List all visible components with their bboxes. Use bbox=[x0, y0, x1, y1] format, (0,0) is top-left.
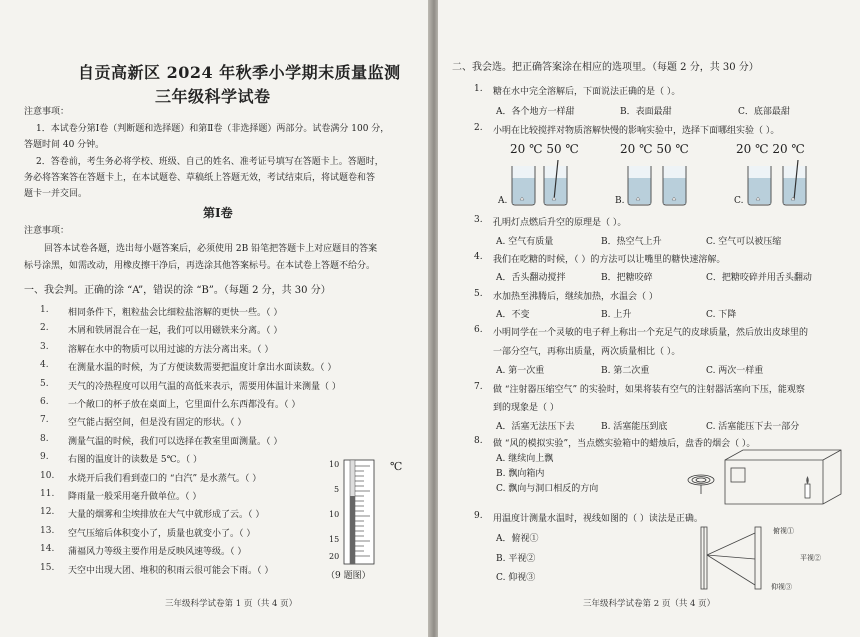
question-number: 2. bbox=[40, 323, 49, 334]
option-c: C．底部最甜 bbox=[738, 107, 790, 117]
question-number: 7. bbox=[474, 382, 483, 392]
option-b: B．把糖咬碎 bbox=[601, 273, 653, 283]
option-a: A．各个地方一样甜 bbox=[496, 107, 575, 117]
exam-subtitle: 三年级科学试卷 bbox=[155, 87, 271, 106]
group-label-a: A. bbox=[498, 196, 508, 206]
option-c: C. 空气可以被压缩 bbox=[706, 237, 782, 247]
note2-line: 回答本试卷各题，选出每小题答案后，必须使用 2B 铅笔把答题卡上对应题目的答案 bbox=[44, 244, 378, 254]
thermo-tick: 20 bbox=[329, 552, 340, 561]
question-text: 在测量水温的时候，为了方便读数需要把温度计拿出水面读数。（ ） bbox=[68, 363, 337, 374]
question-text: 溶解在水中的物质可以用过滤的方法分离出来。（ ） bbox=[68, 344, 274, 355]
note2-line: 标号涂黑，如需改动，用橡皮擦干净后，再选涂其他答案标号。在本试卷上答题不给分。 bbox=[24, 261, 376, 271]
option-b: B. 上升 bbox=[601, 310, 632, 320]
thermo-unit: ℃ bbox=[390, 460, 403, 473]
section-2-heading: 二、我会选。把正确答案涂在相应的选项里。（每题 2 分，共 30 分） bbox=[452, 62, 759, 73]
option-a: A. 继续向上飘 bbox=[496, 454, 554, 464]
question-text-cont: 到的现象是（ ） bbox=[493, 403, 559, 413]
thermometer-figure bbox=[326, 458, 381, 566]
question-number: 6. bbox=[40, 397, 49, 407]
wind-box-figure bbox=[683, 448, 843, 508]
note-line: 2．答卷前，考生务必将学校、班级、自己的姓名、准考证号填写在答题卡上。答题时， bbox=[36, 157, 384, 167]
question-number: 4. bbox=[474, 252, 483, 262]
question-number: 3. bbox=[40, 341, 49, 352]
question-text: 天气的冷热程度可以用气温的高低来表示，需要用体温计来测量（ ） bbox=[68, 381, 341, 392]
thermo-tick: 5 bbox=[334, 485, 340, 494]
question-number: 9. bbox=[40, 452, 49, 463]
note-line: 1．本试卷分第Ⅰ卷（判断题和选择题）和第Ⅱ卷（非选择题）两部分。试卷满分 100 分， bbox=[36, 124, 390, 134]
beaker-temps-c: 20 ℃ 20 ℃ bbox=[736, 142, 805, 156]
notes2-label: 注意事项： bbox=[24, 226, 70, 236]
option-c: C. 两次一样重 bbox=[706, 366, 764, 376]
question-text: 做 “风的模拟实验”，当点燃实验箱中的蜡烛后，盘香的烟会（ ）。 bbox=[493, 439, 756, 449]
option-b: B. 平视② bbox=[496, 554, 536, 564]
question-number: 4. bbox=[40, 360, 49, 371]
exam-title: 自贡高新区 2024 年秋季小学期末质量监测 bbox=[78, 63, 401, 82]
option-a: A．不变 bbox=[496, 310, 530, 320]
thermo-tick: 10 bbox=[329, 460, 340, 469]
thermo-tick: 15 bbox=[329, 535, 340, 544]
option-b: B．热空气上升 bbox=[601, 237, 662, 247]
question-number: 1. bbox=[40, 305, 49, 315]
question-number: 8. bbox=[474, 436, 483, 446]
option-a: A. 第一次重 bbox=[496, 366, 545, 376]
option-b: B. 飘向箱内 bbox=[496, 469, 545, 479]
beaker-temps-a: 20 ℃ 50 ℃ bbox=[510, 142, 579, 156]
beaker-temps-b: 20 ℃ 50 ℃ bbox=[620, 142, 689, 156]
question-text: 孔明灯点燃后升空的原理是（ ）。 bbox=[493, 218, 627, 228]
question-text: 相同条件下，粗粒盐会比细粒盐溶解的更快一些。（ ） bbox=[68, 308, 283, 318]
question-text: 空气压缩后体积变小了，质量也就变小了。（ ） bbox=[68, 528, 256, 539]
question-text: 木屑和铁屑混合在一起，我们可以用磁铁来分离。（ ） bbox=[68, 326, 283, 337]
question-number: 7. bbox=[40, 415, 49, 426]
question-number: 11. bbox=[40, 489, 55, 499]
beaker-set-icon bbox=[498, 160, 848, 208]
question-number: 15. bbox=[40, 562, 55, 573]
option-c: C. 仰视③ bbox=[496, 573, 536, 583]
option-a: A．活塞无法压下去 bbox=[496, 422, 575, 432]
question-number: 2. bbox=[474, 123, 483, 133]
option-a: A. 空气有质量 bbox=[496, 237, 554, 247]
thermo-tick: 10 bbox=[329, 510, 340, 519]
question-text: 降雨量一般采用毫升做单位。（ ） bbox=[68, 492, 202, 502]
question-text: 天空中出现大团、堆积的积雨云很可能会下雨。（ ） bbox=[68, 565, 274, 576]
notes-label: 注意事项： bbox=[24, 107, 70, 117]
page-footer: 三年级科学试卷第 1 页（共 4 页） bbox=[165, 599, 298, 609]
question-text: 水加热至沸腾后，继续加热，水温会（ ） bbox=[493, 292, 658, 302]
option-c: C. 飘向与洞口相反的方向 bbox=[496, 484, 599, 494]
question-text: 一个敞口的杯子放在桌面上，它里面什么东西都没有。（ ） bbox=[68, 400, 301, 410]
question-number: 8. bbox=[40, 433, 49, 444]
note-line: 题卡一并交回。 bbox=[24, 189, 88, 199]
question-number: 6. bbox=[474, 325, 483, 335]
view-label-mid: 平视② bbox=[800, 554, 821, 562]
group-label-c: C. bbox=[734, 196, 744, 206]
note-line: 答题时间 40 分钟。 bbox=[24, 140, 105, 150]
question-number: 3. bbox=[474, 215, 483, 225]
option-c: C．把糖咬碎并用舌头翻动 bbox=[706, 273, 812, 283]
question-number: 13. bbox=[40, 525, 55, 536]
question-text-cont: 一部分空气，再称出质量，两次质量相比（ ）。 bbox=[493, 347, 681, 357]
question-text: 空气能占据空间，但是没有固定的形状。（ ） bbox=[68, 418, 247, 429]
option-c: C. 活塞能压下去一部分 bbox=[706, 422, 800, 432]
question-text: 小明同学在一个灵敏的电子秤上称出一个充足气的皮球质量，然后放出皮球里的 bbox=[493, 328, 809, 338]
option-a: A．俯视① bbox=[496, 534, 539, 544]
part-1-title: 第Ⅰ卷 bbox=[203, 206, 233, 220]
question-number: 9. bbox=[474, 511, 483, 521]
question-number: 14. bbox=[40, 544, 55, 555]
incense-coil-icon bbox=[688, 475, 714, 494]
question-text: 右图的温度计的读数是 5℃。（ ） bbox=[68, 455, 203, 466]
option-c: C. 下降 bbox=[706, 310, 737, 320]
question-text: 水烧开后我们看到壶口的 “白汽” 是水蒸气。（ ） bbox=[68, 473, 262, 484]
question-text: 小明在比较搅拌对物质溶解快慢的影响实验中，选择下面哪组实验（ ）。 bbox=[493, 126, 780, 136]
question-text: 糖在水中完全溶解后，下面说法正确的是（ ）。 bbox=[493, 87, 681, 97]
question-text: 用温度计测量水温时，视线如图的（ ）读法是正确。 bbox=[493, 514, 703, 524]
thermo-caption: （9 题图） bbox=[326, 571, 371, 581]
question-text: 我们在吃糖的时候，（ ）的方法可以让嘴里的糖快速溶解。 bbox=[493, 255, 726, 265]
question-text: 蒲福风力等级主要作用是反映风速等级。（ ） bbox=[68, 547, 247, 558]
question-text: 大量的烟雾和尘埃排放在大气中就形成了云。（ ） bbox=[68, 510, 265, 521]
page-footer: 三年级科学试卷第 2 页（共 4 页） bbox=[583, 599, 716, 609]
view-label-bot: 仰视③ bbox=[771, 583, 792, 591]
question-number: 5. bbox=[474, 289, 483, 299]
option-b: B. 活塞能压到底 bbox=[601, 422, 668, 432]
question-number: 12. bbox=[40, 507, 55, 518]
question-text: 做 “注射器压缩空气” 的实验时，如果将装有空气的注射器活塞向下压，能观察 bbox=[493, 385, 805, 395]
section-1-heading: 一、我会判。正确的涂 “A”，错误的涂 “B”。（每题 2 分，共 30 分） bbox=[24, 285, 331, 296]
question-number: 5. bbox=[40, 378, 49, 389]
exam-page-2 bbox=[438, 0, 860, 637]
question-text: 测量气温的时候，我们可以选择在教室里面测量。（ ） bbox=[68, 436, 283, 447]
question-number: 1. bbox=[474, 84, 483, 94]
option-b: B. 第二次重 bbox=[601, 366, 650, 376]
option-a: A．舌头翻动搅拌 bbox=[496, 273, 566, 283]
note-line: 务必将答案答在答题卡上，在本试题卷、草稿纸上答题无效，考试结束后，将试题卷和答 bbox=[24, 173, 376, 183]
candle-icon bbox=[805, 476, 810, 498]
question-number: 10. bbox=[40, 470, 55, 481]
group-label-b: B. bbox=[615, 196, 625, 206]
sight-line-figure bbox=[693, 525, 813, 593]
view-label-top: 俯视① bbox=[773, 527, 794, 535]
option-b: B．表面最甜 bbox=[620, 107, 672, 117]
